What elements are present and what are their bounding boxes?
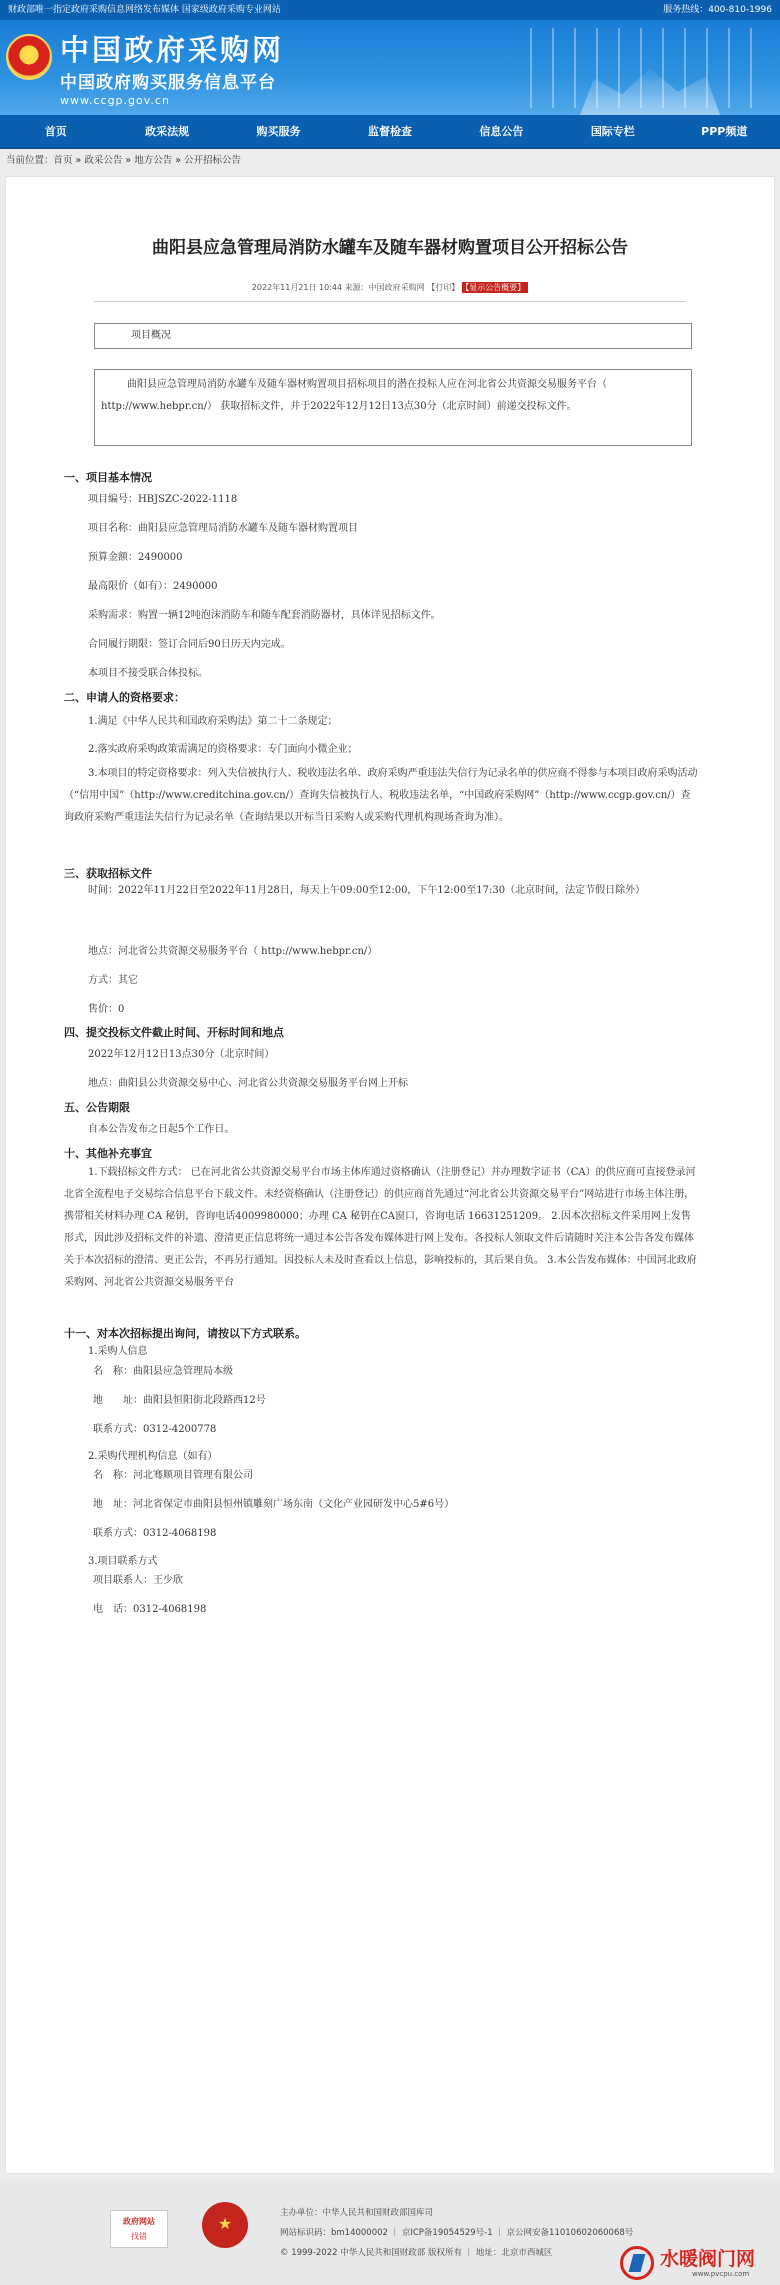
- article-meta: [6, 282, 774, 293]
- watermark-url: www.pvcpu.com: [692, 2270, 750, 2278]
- project-contact-title: 3.项目联系方式: [88, 1556, 158, 1567]
- party-gov-seal-icon[interactable]: ★: [202, 2202, 248, 2248]
- section-heading: 三、获取招标文件: [64, 867, 152, 880]
- agency-contact: 联系方式：0312-4068198: [93, 1528, 217, 1539]
- article-meta-text: 2022年11月21日 10:44 来源：中国政府采购网 【打印】: [251, 283, 460, 292]
- supplementary-info: 1.下载招标文件方式： 已在河北省公共资源交易平台市场主体库通过资格确认（注册登记）并办理数字证书（CA）的供应商可直接登录河北省全流程电子交易综合信息平台下载文件。未经资格确认（注册登记）的供应商首先通过“河北省公共资源交易平台”网站进行市场主体注册，携带相关材料办理 CA 秘钥，咨询电话4009980000；办理 CA 秘钥在CA窗口，咨询电话 16631251209。 2.因本次招标文件采用网上发售形式，因此涉及招标文件的补遗、澄清更正信息将统一通过本公告各发布媒体进行网上发布。各投标人领取文件后请随时关注本公告各发布媒体关于本次招标的澄清、更正公告，不再另行通知。因投标人未及时查看以上信息，影响投标的，其后果自负。 3.本公告发布媒体：中国河北政府采购网、河北省公共资源交易服务平台: [64, 1167, 697, 1288]
- badge-line-2: 找错: [131, 2232, 147, 2241]
- nav-supervision[interactable]: 监督检查: [367, 125, 412, 138]
- watermark: [620, 2244, 775, 2282]
- purchaser-name: 名 称：曲阳县应急管理局本级: [93, 1366, 233, 1377]
- max-price: 最高限价（如有）：2490000: [88, 581, 218, 592]
- purchaser-contact: 联系方式：0312-4200778: [93, 1424, 217, 1435]
- section-heading: 十、其他补充事宜: [64, 1147, 152, 1160]
- nav-international[interactable]: 国际专栏: [590, 125, 635, 138]
- agency-info-title: 2.采购代理机构信息（如有）: [88, 1451, 218, 1462]
- purchaser-address: 地 址：曲阳县恒阳街北段路西12号: [93, 1395, 266, 1406]
- no-consortium: 本项目不接受联合体投标。: [88, 668, 208, 679]
- site-header: [0, 20, 780, 115]
- nav-ppp[interactable]: PPP频道: [701, 125, 748, 138]
- project-number: 项目编号：HBJSZC-2022-1118: [88, 494, 238, 505]
- section-heading: 四、提交投标文件截止时间、开标时间和地点: [64, 1026, 284, 1039]
- site-subtitle: 中国政府购买服务信息平台: [60, 73, 276, 93]
- nav-purchase-services[interactable]: 购买服务: [256, 125, 301, 138]
- purchaser-info-title: 1.采购人信息: [88, 1346, 148, 1357]
- section-heading: 十一、对本次招标提出询问，请按以下方式联系。: [64, 1327, 306, 1340]
- acquisition-place: 地点：河北省公共资源交易服务平台（ http://www.hebpr.cn/）: [88, 946, 378, 957]
- bid-opening-place: 地点：曲阳县公共资源交易中心、河北省公共资源交易服务平台网上开标: [88, 1078, 408, 1089]
- site-title[interactable]: 中国政府采购网: [60, 33, 285, 67]
- gov-site-error-report-badge[interactable]: [110, 2210, 168, 2248]
- section-heading: 五、公告期限: [64, 1101, 130, 1114]
- deadline-time: 2022年12月12日13点30分（北京时间）: [88, 1049, 275, 1060]
- acquisition-time: 时间：2022年11月22日至2022年11月28日，每天上午09:00至12:00，下午12:00至17:30（北京时间，法定节假日除外）: [88, 885, 646, 896]
- footer-copyright: © 1999-2022 中华人民共和国财政部 版权所有 ｜ 地址：北京市西城区: [280, 2248, 553, 2258]
- qualification-3: 3.本项目的特定资格要求：列入失信被执行人、税收违法名单、政府采购严重违法失信行为记录名单的供应商不得参与本项目政府采购活动（“信用中国”（http://www.creditchina.gov.cn/）查询失信被执行人、税收违法名单，“中国政府采购网”（http://www.ccgp.gov.cn/）查询政府采购严重违法失信行为记录名单（查询结果以开标当日采购人或采购代理机构现场查询为准）。: [64, 768, 698, 823]
- overview-label: 项目概况: [94, 323, 692, 349]
- show-summary-button[interactable]: 【显示公告概要】: [462, 282, 528, 293]
- footer-icp[interactable]: 网站标识码：bm14000002 ｜ 京ICP备19054529号-1 ｜ 京公网安备11010602060068号: [280, 2228, 634, 2238]
- article-title: 曲阳县应急管理局消防水罐车及随车器材购置项目公开招标公告: [152, 238, 628, 258]
- requirements: 采购需求：购置一辆12吨泡沫消防车和随车配套消防器材，具体详见招标文件。: [88, 610, 441, 621]
- watermark-logo-icon: [620, 2246, 654, 2280]
- section-heading: 一、项目基本情况: [64, 471, 152, 484]
- site-url: www.ccgp.gov.cn: [60, 94, 170, 107]
- top-bar-slogan: 财政部唯一指定政府采购信息网络发布媒体 国家级政府采购专业网站: [8, 5, 281, 15]
- watermark-text: 水暖阀门网: [660, 2248, 756, 2270]
- service-hotline: 服务热线：400-810-1996: [663, 5, 772, 15]
- agency-address: 地 址：河北省保定市曲阳县恒州镇雕刻广场东南（文化产业园研发中心5#6号）: [93, 1499, 455, 1510]
- project-name: 项目名称：曲阳县应急管理局消防水罐车及随车器材购置项目: [88, 523, 358, 534]
- breadcrumb[interactable]: 当前位置：首页 » 政采公告 » 地方公告 » 公开招标公告: [0, 149, 780, 173]
- overview-summary: 曲阳县应急管理局消防水罐车及随车器材购置项目招标项目的潜在投标人应在河北省公共资源交易服务平台（ http://www.hebpr.cn/） 获取招标文件，并于2022年12月12日13点30分（北京时间）前递交投标文件。: [94, 369, 692, 446]
- contract-period: 合同履行期限：签订合同后90日历天内完成。: [88, 639, 291, 650]
- badge-line-1: 政府网站: [123, 2217, 155, 2226]
- project-contact-person: 项目联系人：王少欣: [93, 1575, 183, 1586]
- top-bar: [0, 0, 780, 20]
- agency-name: 名 称：河北骞顺项目管理有限公司: [93, 1470, 253, 1481]
- document-price: 售价：0: [88, 1004, 125, 1015]
- acquisition-method: 方式：其它: [88, 975, 138, 986]
- nav-home[interactable]: 首页: [44, 125, 67, 138]
- footer-sponsor: 主办单位：中华人民共和国财政部国库司: [280, 2208, 434, 2218]
- project-contact-phone: 电 话：0312-4068198: [93, 1604, 207, 1615]
- qualification-1: 1.满足《中华人民共和国政府采购法》第二十二条规定；: [88, 716, 338, 727]
- main-nav: [0, 115, 780, 149]
- section-heading: 二、申请人的资格要求：: [64, 691, 185, 704]
- qualification-2: 2.落实政府采购政策需满足的资格要求：专门面向小微企业；: [88, 744, 358, 755]
- article-card: [5, 176, 775, 2174]
- national-emblem-icon: [6, 34, 52, 80]
- nav-regulations[interactable]: 政采法规: [145, 125, 190, 138]
- nav-announcements[interactable]: 信息公告: [479, 125, 524, 138]
- announcement-period: 自本公告发布之日起5个工作日。: [88, 1124, 235, 1135]
- divider: [94, 301, 686, 302]
- budget: 预算金额：2490000: [88, 552, 183, 563]
